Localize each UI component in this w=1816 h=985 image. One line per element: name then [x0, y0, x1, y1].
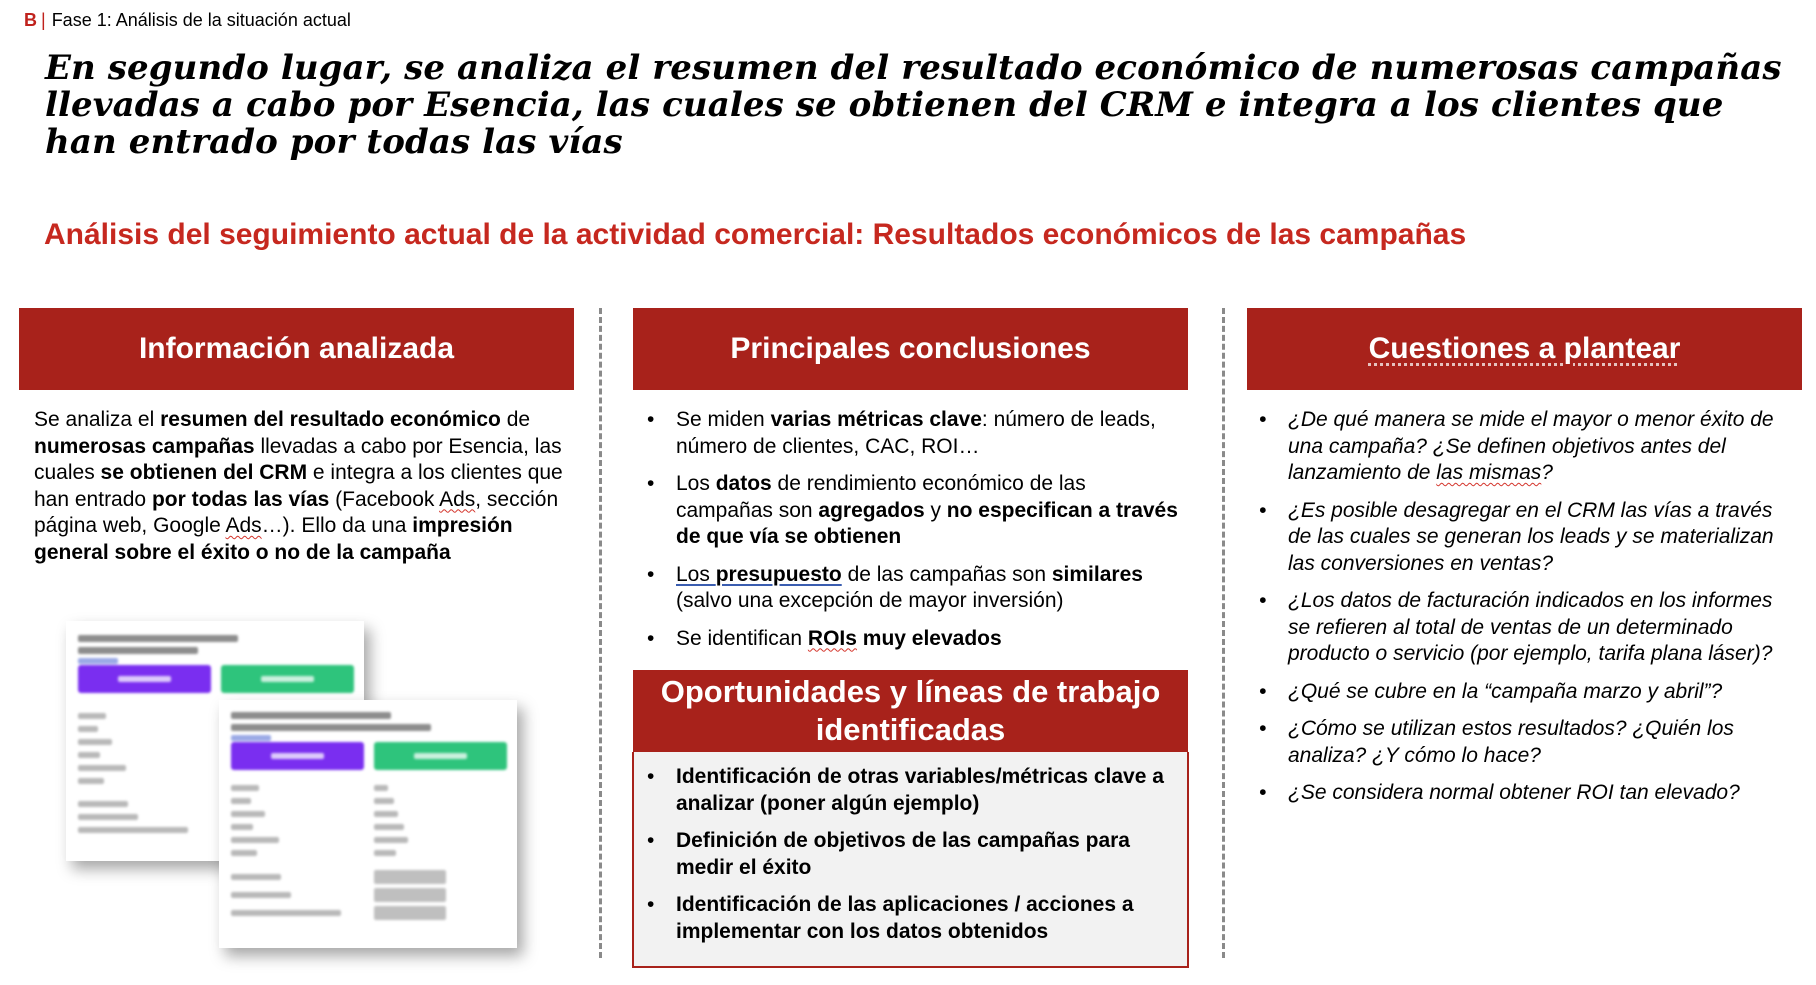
opportunities-list — [644, 764, 1174, 956]
header-separator: | — [41, 10, 46, 30]
list-item: • Identificación de otras variables/métricas clave a analizar (poner algún ejemplo) — [644, 764, 1174, 817]
section-letter: B — [24, 10, 37, 30]
opportunities-header — [633, 670, 1188, 752]
list-item: • Se miden varias métricas clave: número de leads, número de clientes, CAC, ROI… — [644, 407, 1184, 460]
list-item: • Se identifican ROIs muy elevados — [644, 626, 1184, 653]
phase-label: Fase 1: Análisis de la situación actual — [51, 10, 351, 30]
campaign-report-thumbnail — [219, 700, 517, 948]
list-item: • ¿Se considera normal obtener ROI tan elevado? — [1256, 780, 1796, 807]
opportunities-heading: Oportunidades y líneas de trabajo identificadas — [660, 674, 1161, 747]
list-item: • ¿De qué manera se mide el mayor o menor éxito de una campaña? ¿Se definen objetivos antes del lanzamiento de las mismas? — [1256, 407, 1796, 487]
info-paragraph: Se analiza el resumen del resultado económico de numerosas campañas llevadas a cabo por Esencia, las cuales se obtienen del CRM e integra a los clientes que han entrado por todas las vías (Facebook Ads, sección página web, Google Ads…). Ello da una impresión general sobre el éxito o no de la campaña — [34, 408, 563, 564]
slide-title: En segundo lugar, se analiza el resumen del resultado económico de numerosas campañas llevadas a cabo por Esencia, las cuales se obtienen del CRM e integra a los clientes que han entrado por todas las vías — [45, 48, 1782, 162]
section-header — [24, 10, 351, 31]
list-item: • ¿Es posible desagregar en el CRM las vías a través de las cuales se generan los leads y se materializan las conversiones en ventas? — [1256, 498, 1796, 578]
col-conclusions-heading: Principales conclusiones — [730, 332, 1091, 365]
col-info-header — [19, 308, 574, 390]
list-item: • ¿Cómo se utilizan estos resultados? ¿Quién los analiza? ¿Y cómo lo hace? — [1256, 716, 1796, 769]
conclusions-list — [644, 407, 1184, 663]
list-item: • Identificación de las aplicaciones / acciones a implementar con los datos obtenidos — [644, 892, 1174, 945]
col-questions-heading: Cuestiones a plantear — [1368, 332, 1681, 365]
col-conclusions-header — [633, 308, 1188, 390]
list-item: • ¿Los datos de facturación indicados en los informes se refieren al total de ventas de un determinado producto o servicio (por ejemplo, tarifa plana láser)? — [1256, 588, 1796, 668]
col-questions-header — [1247, 308, 1802, 390]
slide-subtitle: Análisis del seguimiento actual de la actividad comercial: Resultados económicos de las campañas — [44, 218, 1467, 251]
list-item: • ¿Qué se cubre en la “campaña marzo y abril”? — [1256, 679, 1796, 706]
list-item: • Los presupuesto de las campañas son similares (salvo una excepción de mayor inversión) — [644, 562, 1184, 615]
list-item: • Definición de objetivos de las campañas para medir el éxito — [644, 828, 1174, 881]
list-item: • Los datos de rendimiento económico de las campañas son agregados y no especifican a través de que vía se obtienen — [644, 471, 1184, 551]
questions-list — [1256, 407, 1796, 818]
col-info-heading: Información analizada — [138, 332, 455, 365]
column-divider — [599, 308, 602, 958]
column-divider — [1222, 308, 1225, 958]
